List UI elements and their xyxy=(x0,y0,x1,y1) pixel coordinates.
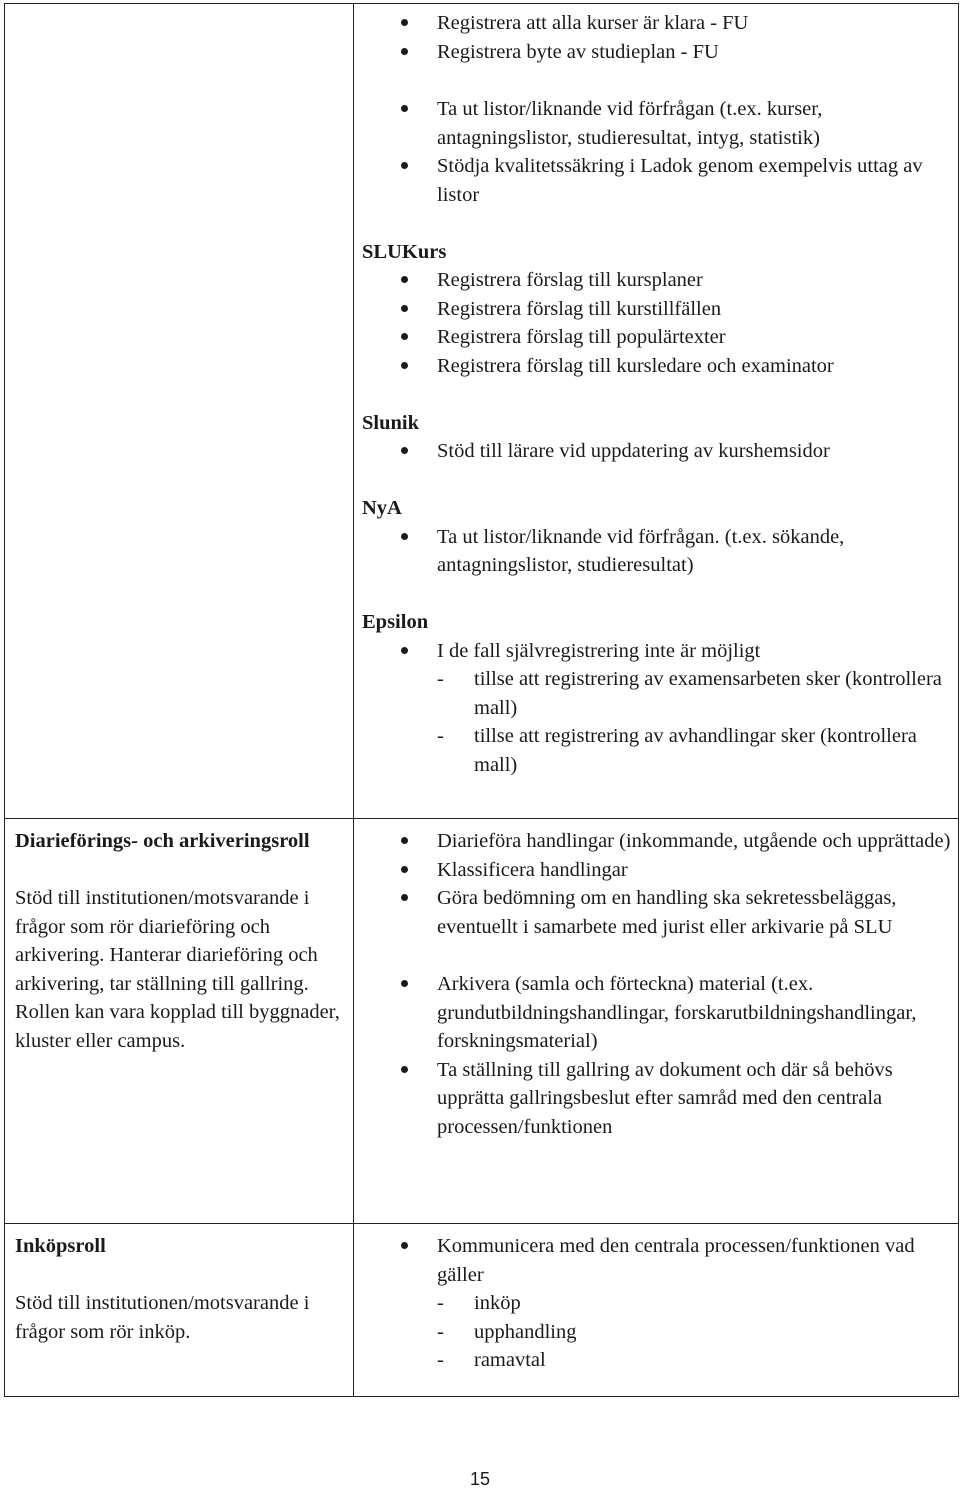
dash-item: - tillse att registrering av examensarbeten sker (kontrollera mall) xyxy=(354,665,958,722)
bullet-list xyxy=(354,970,958,1141)
table-row xyxy=(5,4,959,819)
list-item: Ta ut listor/liknande vid förfrågan. (t.ex. sökande, antagningslistor, studieresultat) xyxy=(354,523,958,580)
section-heading-slunik: Slunik xyxy=(362,411,419,434)
dash-item: - inköp xyxy=(354,1289,958,1318)
list-item: Registrera att alla kurser är klara - FU xyxy=(354,9,958,38)
tasks-cell-diarie xyxy=(354,819,959,1224)
list-item: Registrera förslag till kursplaner xyxy=(354,266,958,295)
list-item: Ta ställning till gallring av dokument och där så behövs upprätta gallringsbeslut efter samråd med den centrala processen/funktionen xyxy=(354,1056,958,1142)
role-table xyxy=(4,3,959,1397)
bullet-list xyxy=(354,437,958,466)
role-cell-diarie xyxy=(5,819,354,1224)
role-title: Inköpsroll xyxy=(15,1235,106,1257)
section-heading-slukurs: SLUKurs xyxy=(362,240,447,263)
role-description: Stöd till institutionen/motsvarande i frågor som rör inköp. xyxy=(15,1292,310,1343)
list-item: I de fall självregistrering inte är möjligt xyxy=(354,637,958,666)
bullet-list xyxy=(354,1232,958,1289)
list-item: Registrera förslag till populärtexter xyxy=(354,323,958,352)
bullet-list xyxy=(354,266,958,380)
list-item: Stödja kvalitetssäkring i Ladok genom exempelvis uttag av listor xyxy=(354,152,958,209)
list-item: Stöd till lärare vid uppdatering av kurshemsidor xyxy=(354,437,958,466)
dash-marker: - xyxy=(437,1320,444,1343)
dash-marker: - xyxy=(437,1292,444,1314)
list-item: Registrera byte av studieplan - FU xyxy=(354,38,958,67)
list-item: Registrera förslag till kurstillfällen xyxy=(354,295,958,324)
bullet-list xyxy=(354,9,958,66)
empty-left-cell xyxy=(5,4,354,819)
dash-marker: - xyxy=(437,668,444,690)
bullet-list xyxy=(354,637,958,666)
bullet-list xyxy=(354,523,958,580)
section-heading-nya: NyA xyxy=(362,497,402,519)
bullet-list xyxy=(354,827,958,941)
dash-marker: - xyxy=(437,1349,444,1371)
list-item: Arkivera (samla och förteckna) material (t.ex. grundutbildningshandlingar, forskarutbildningshandlingar, forskningsmaterial) xyxy=(354,970,958,1056)
list-item: Registrera förslag till kursledare och examinator xyxy=(354,352,958,381)
role-description: Stöd till institutionen/motsvarande i frågor som rör diarieföring och arkivering. Hanterar diarieföring och arkivering, tar ställning till gallring. Rollen kan vara kopplad till byggnader, kluster eller campus. xyxy=(15,887,340,1052)
dash-item: - ramavtal xyxy=(354,1346,958,1375)
dash-item: - upphandling xyxy=(354,1318,958,1347)
list-item: Ta ut listor/liknande vid förfrågan (t.ex. kurser, antagningslistor, studieresultat, intyg, statistik) xyxy=(354,95,958,152)
section-heading-epsilon: Epsilon xyxy=(362,611,429,633)
list-item: Göra bedömning om en handling ska sekretessbeläggas, eventuellt i samarbete med jurist eller arkivarie på SLU xyxy=(354,884,958,941)
dash-item: - tillse att registrering av avhandlingar sker (kontrollera mall) xyxy=(354,722,958,779)
list-item: Diarieföra handlingar (inkommande, utgående och upprättade) xyxy=(354,827,958,856)
role-cell-inkop xyxy=(5,1224,354,1397)
role-title: Diarieförings- och arkiveringsroll xyxy=(15,830,310,852)
table-row xyxy=(5,1224,959,1397)
bullet-list xyxy=(354,95,958,209)
table-row xyxy=(5,819,959,1224)
dash-marker: - xyxy=(437,725,444,747)
tasks-cell-inkop xyxy=(354,1224,959,1397)
page-number: 15 xyxy=(469,1469,491,1489)
list-item: Klassificera handlingar xyxy=(354,856,958,885)
list-item: Kommunicera med den centrala processen/funktionen vad gäller xyxy=(354,1232,958,1289)
responsibilities-cell xyxy=(354,4,959,819)
